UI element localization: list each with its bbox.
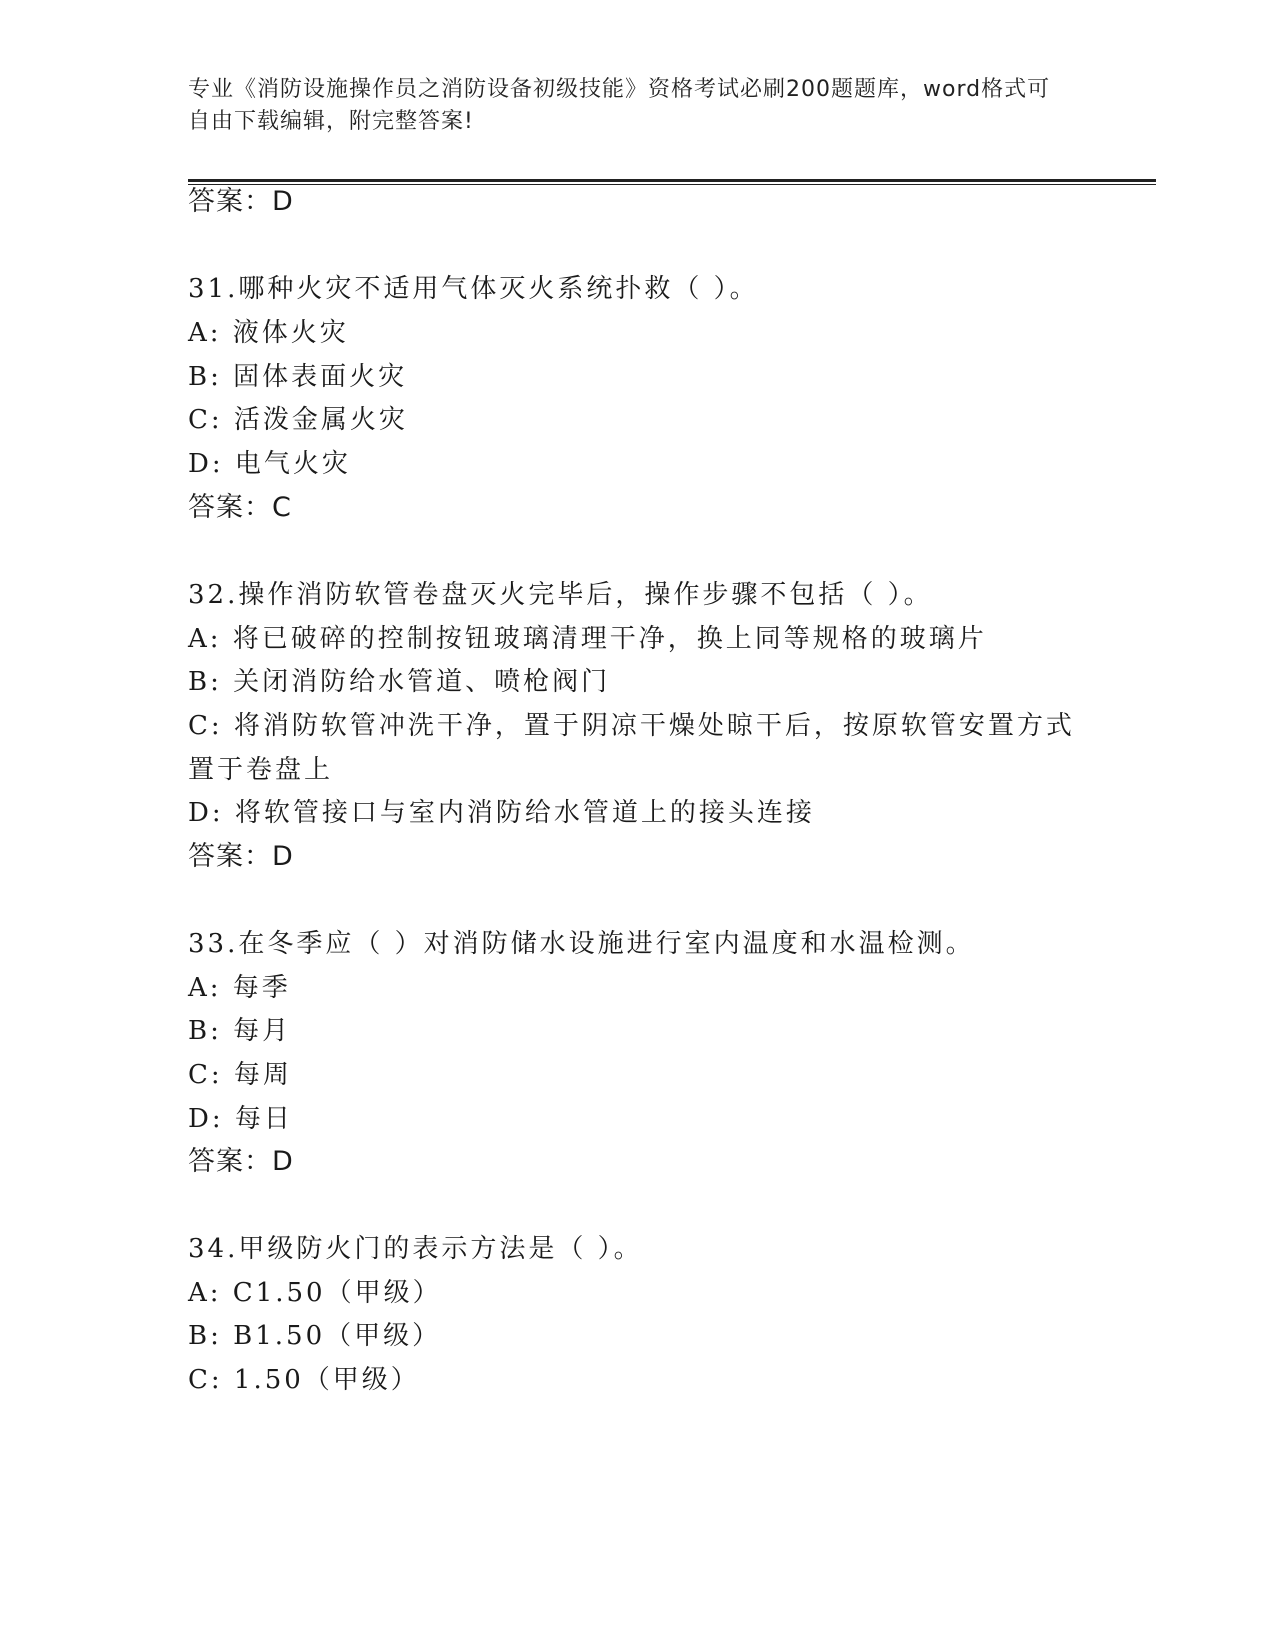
question-33-option-c: C: 每周 — [188, 1060, 292, 1090]
header-rule-thin — [188, 184, 1156, 185]
question-32-option-b: B: 关闭消防给水管道、喷枪阀门 — [188, 667, 611, 697]
question-34-option-a: A: C1.50（甲级） — [188, 1278, 442, 1308]
question-33-option-d: D: 每日 — [188, 1104, 293, 1134]
question-32-stem: 32.操作消防软管卷盘灭火完毕后，操作步骤不包括（ ）。 — [188, 580, 933, 610]
question-31-option-d: D: 电气火灾 — [188, 449, 351, 479]
question-33-option-a: A: 每季 — [188, 973, 291, 1003]
document-header: 专业《消防设施操作员之消防设备初级技能》资格考试必刷200题题库，word格式可自由下载编辑，附完整答案! — [188, 77, 1051, 134]
question-31-answer: 答案：C — [188, 492, 292, 523]
header-rule-thick — [188, 179, 1156, 182]
question-32-option-d: D: 将软管接口与室内消防给水管道上的接头连接 — [188, 798, 815, 828]
question-31-option-a: A: 液体火灾 — [188, 318, 349, 348]
question-32-option-a: A: 将已破碎的控制按钮玻璃清理干净，换上同等规格的玻璃片 — [188, 624, 987, 654]
question-33-stem: 33.在冬季应（ ）对消防储水设施进行室内温度和水温检测。 — [188, 929, 975, 959]
question-31-option-b: B: 固体表面火灾 — [188, 362, 408, 392]
question-34-stem: 34.甲级防火门的表示方法是（ ）。 — [188, 1234, 643, 1264]
question-32-answer: 答案：D — [188, 841, 294, 872]
question-33-answer: 答案：D — [188, 1146, 294, 1177]
question-32-option-c-continued: 置于卷盘上 — [188, 755, 334, 785]
previous-answer: 答案：D — [188, 186, 294, 217]
question-34-option-b: B: B1.50（甲级） — [188, 1321, 442, 1351]
question-32-option-c: C: 将消防软管冲洗干净，置于阴凉干燥处晾干后，按原软管安置方式 — [188, 711, 1075, 741]
question-34-option-c: C: 1.50（甲级） — [188, 1365, 420, 1395]
question-31-option-c: C: 活泼金属火灾 — [188, 405, 408, 435]
question-31-stem: 31.哪种火灾不适用气体灭火系统扑救（ ）。 — [188, 274, 759, 304]
question-33-option-b: B: 每月 — [188, 1016, 292, 1046]
